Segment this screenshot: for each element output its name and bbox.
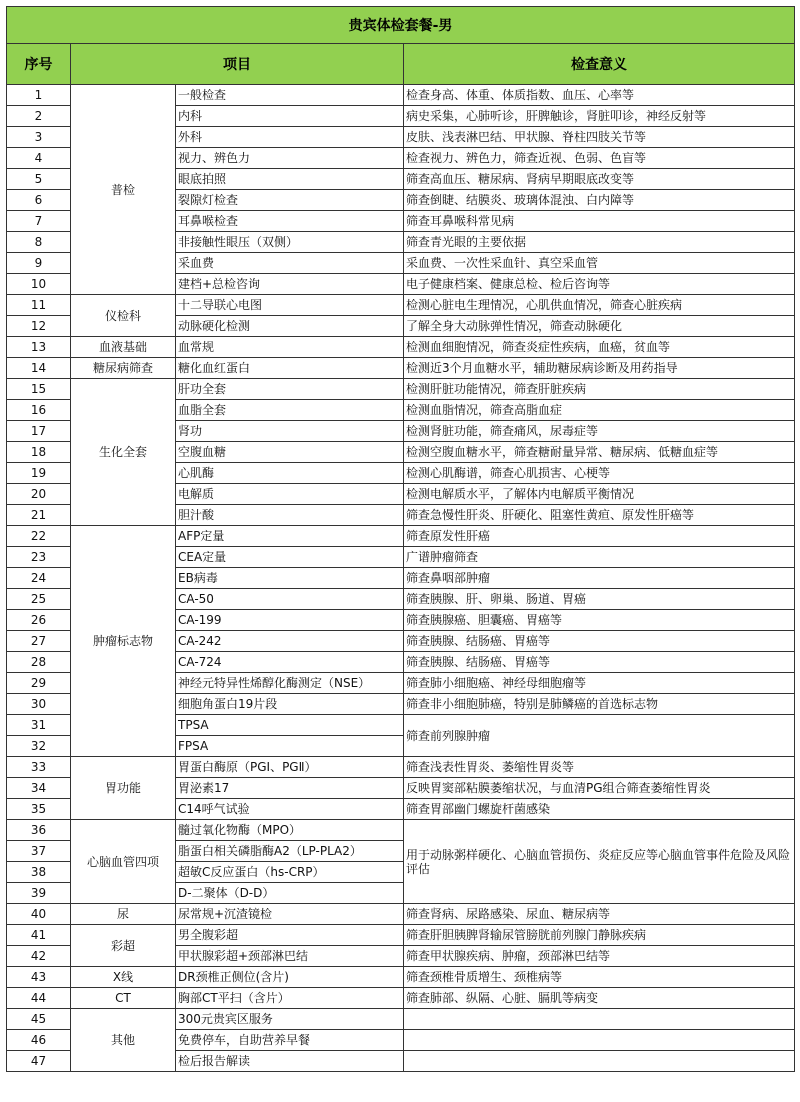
row-meaning: 检测血细胞情况，筛查炎症性疾病，血癌，贫血等 — [404, 337, 795, 358]
row-seq: 37 — [7, 841, 71, 862]
row-seq: 46 — [7, 1030, 71, 1051]
row-item: 糖化血红蛋白 — [176, 358, 404, 379]
row-meaning: 检测心脏电生理情况，心肌供血情况，筛查心脏疾病 — [404, 295, 795, 316]
row-item: 检后报告解读 — [176, 1051, 404, 1072]
row-meaning: 筛查胃部幽门螺旋杆菌感染 — [404, 799, 795, 820]
row-item: 血脂全套 — [176, 400, 404, 421]
row-meaning: 检测肾脏功能，筛查痛风，尿毒症等 — [404, 421, 795, 442]
row-item: 裂隙灯检查 — [176, 190, 404, 211]
row-item: CA-50 — [176, 589, 404, 610]
title-row — [7, 7, 795, 44]
row-meaning: 检查视力、辨色力，筛查近视、色弱、色盲等 — [404, 148, 795, 169]
table-row — [7, 757, 795, 778]
row-seq: 18 — [7, 442, 71, 463]
row-item: AFP定量 — [176, 526, 404, 547]
row-seq: 5 — [7, 169, 71, 190]
row-item: 胃蛋白酶原（PGⅠ、PGⅡ） — [176, 757, 404, 778]
row-item: 电解质 — [176, 484, 404, 505]
row-seq: 11 — [7, 295, 71, 316]
table-row — [7, 967, 795, 988]
row-seq: 8 — [7, 232, 71, 253]
table-row — [7, 337, 795, 358]
row-meaning: 筛查甲状腺疾病、肿瘤，颈部淋巴结等 — [404, 946, 795, 967]
row-category: 普检 — [71, 85, 176, 295]
row-item: TPSA — [176, 715, 404, 736]
row-item: 髓过氧化物酶（MPO） — [176, 820, 404, 841]
row-seq: 42 — [7, 946, 71, 967]
row-meaning: 筛查青光眼的主要依据 — [404, 232, 795, 253]
row-meaning: 检测电解质水平，了解体内电解质平衡情况 — [404, 484, 795, 505]
row-item: 尿常规+沉渣镜检 — [176, 904, 404, 925]
row-item: 内科 — [176, 106, 404, 127]
row-meaning: 筛查前列腺肿瘤 — [404, 715, 795, 757]
row-seq: 19 — [7, 463, 71, 484]
row-category: 仪检科 — [71, 295, 176, 337]
row-meaning: 检测血脂情况，筛查高脂血症 — [404, 400, 795, 421]
row-item: 脂蛋白相关磷脂酶A2（LP-PLA2） — [176, 841, 404, 862]
row-item: 300元贵宾区服务 — [176, 1009, 404, 1030]
table-row — [7, 295, 795, 316]
row-meaning: 筛查鼻咽部肿瘤 — [404, 568, 795, 589]
row-item: 甲状腺彩超+颈部淋巴结 — [176, 946, 404, 967]
table-body — [7, 85, 795, 1072]
table-row — [7, 1009, 795, 1030]
row-item: D-二聚体（D-D） — [176, 883, 404, 904]
row-meaning: 病史采集，心肺听诊，肝脾触诊，肾脏叩诊，神经反射等 — [404, 106, 795, 127]
row-seq: 2 — [7, 106, 71, 127]
row-item: 血常规 — [176, 337, 404, 358]
row-seq: 28 — [7, 652, 71, 673]
row-meaning: 用于动脉粥样硬化、心脑血管损伤、炎症反应等心脑血管事件危险及风险评估 — [404, 820, 795, 904]
row-meaning — [404, 1009, 795, 1030]
row-item: 十二导联心电图 — [176, 295, 404, 316]
row-meaning: 筛查肺小细胞癌、神经母细胞瘤等 — [404, 673, 795, 694]
row-item: DR颈椎正侧位(含片) — [176, 967, 404, 988]
row-meaning: 筛查原发性肝癌 — [404, 526, 795, 547]
row-item: 心肌酶 — [176, 463, 404, 484]
row-meaning: 检测空腹血糖水平，筛查糖耐量异常、糖尿病、低糖血症等 — [404, 442, 795, 463]
row-item: 采血费 — [176, 253, 404, 274]
row-item: 外科 — [176, 127, 404, 148]
row-meaning: 筛查肾病、尿路感染、尿血、糖尿病等 — [404, 904, 795, 925]
row-item: 一般检查 — [176, 85, 404, 106]
table-row — [7, 526, 795, 547]
table-row — [7, 988, 795, 1009]
row-seq: 15 — [7, 379, 71, 400]
table-row — [7, 820, 795, 841]
row-seq: 31 — [7, 715, 71, 736]
row-category: 血液基础 — [71, 337, 176, 358]
row-item: C14呼气试验 — [176, 799, 404, 820]
row-seq: 40 — [7, 904, 71, 925]
row-item: 免费停车，自助营养早餐 — [176, 1030, 404, 1051]
row-item: CA-242 — [176, 631, 404, 652]
row-seq: 32 — [7, 736, 71, 757]
row-category: 生化全套 — [71, 379, 176, 526]
row-seq: 4 — [7, 148, 71, 169]
table-row — [7, 358, 795, 379]
row-seq: 10 — [7, 274, 71, 295]
row-seq: 12 — [7, 316, 71, 337]
row-item: CA-724 — [176, 652, 404, 673]
row-meaning: 检测心肌酶谱，筛查心肌损害、心梗等 — [404, 463, 795, 484]
row-seq: 35 — [7, 799, 71, 820]
header-row — [7, 44, 795, 85]
row-category: 其他 — [71, 1009, 176, 1072]
row-item: 超敏C反应蛋白（hs-CRP） — [176, 862, 404, 883]
row-category: 糖尿病筛查 — [71, 358, 176, 379]
row-meaning: 筛查急慢性肝炎、肝硬化、阻塞性黄疸、原发性肝癌等 — [404, 505, 795, 526]
row-item: 肾功 — [176, 421, 404, 442]
row-category: X线 — [71, 967, 176, 988]
row-seq: 21 — [7, 505, 71, 526]
row-seq: 43 — [7, 967, 71, 988]
row-meaning: 筛查胰腺、结肠癌、胃癌等 — [404, 631, 795, 652]
row-item: 眼底拍照 — [176, 169, 404, 190]
row-seq: 17 — [7, 421, 71, 442]
row-item: 胃泌素17 — [176, 778, 404, 799]
row-meaning: 筛查胰腺癌、胆囊癌、胃癌等 — [404, 610, 795, 631]
row-item: 非接触性眼压（双侧） — [176, 232, 404, 253]
row-seq: 27 — [7, 631, 71, 652]
row-seq: 45 — [7, 1009, 71, 1030]
row-seq: 34 — [7, 778, 71, 799]
row-category: 心脑血管四项 — [71, 820, 176, 904]
row-meaning: 检测肝脏功能情况，筛查肝脏疾病 — [404, 379, 795, 400]
checkup-package-table — [6, 6, 794, 1072]
row-meaning: 筛查耳鼻喉科常见病 — [404, 211, 795, 232]
row-meaning — [404, 1030, 795, 1051]
row-item: 胸部CT平扫（含片） — [176, 988, 404, 1009]
row-seq: 41 — [7, 925, 71, 946]
row-seq: 47 — [7, 1051, 71, 1072]
row-item: 肝功全套 — [176, 379, 404, 400]
row-category: 胃功能 — [71, 757, 176, 820]
table-row — [7, 904, 795, 925]
row-item: 神经元特异性烯醇化酶测定（NSE） — [176, 673, 404, 694]
row-seq: 29 — [7, 673, 71, 694]
row-seq: 25 — [7, 589, 71, 610]
row-meaning: 筛查肝胆胰脾肾输尿管膀胱前列腺门静脉疾病 — [404, 925, 795, 946]
row-category: 尿 — [71, 904, 176, 925]
row-category: CT — [71, 988, 176, 1009]
row-item: 视力、辨色力 — [176, 148, 404, 169]
row-seq: 13 — [7, 337, 71, 358]
row-seq: 24 — [7, 568, 71, 589]
table-row — [7, 379, 795, 400]
row-seq: 16 — [7, 400, 71, 421]
row-seq: 26 — [7, 610, 71, 631]
row-meaning: 筛查肺部、纵隔、心脏、膈肌等病变 — [404, 988, 795, 1009]
row-meaning: 筛查非小细胞肺癌，特别是肺鳞癌的首选标志物 — [404, 694, 795, 715]
row-seq: 22 — [7, 526, 71, 547]
row-meaning: 皮肤、浅表淋巴结、甲状腺、脊柱四肢关节等 — [404, 127, 795, 148]
row-seq: 9 — [7, 253, 71, 274]
row-meaning: 筛查倒睫、结膜炎、玻璃体混浊、白内障等 — [404, 190, 795, 211]
row-meaning: 筛查胰腺、结肠癌、胃癌等 — [404, 652, 795, 673]
row-meaning: 采血费、一次性采血针、真空采血管 — [404, 253, 795, 274]
row-meaning: 筛查胰腺、肝、卵巢、肠道、胃癌 — [404, 589, 795, 610]
row-seq: 7 — [7, 211, 71, 232]
row-meaning: 广谱肿瘤筛查 — [404, 547, 795, 568]
row-meaning: 筛查高血压、糖尿病、肾病早期眼底改变等 — [404, 169, 795, 190]
row-meaning: 筛查颈椎骨质增生、颈椎病等 — [404, 967, 795, 988]
row-seq: 20 — [7, 484, 71, 505]
row-seq: 36 — [7, 820, 71, 841]
row-category: 肿瘤标志物 — [71, 526, 176, 757]
row-meaning: 反映胃窦部粘膜萎缩状况，与血清PG组合筛查萎缩性胃炎 — [404, 778, 795, 799]
table-title: 贵宾体检套餐-男 — [7, 7, 795, 44]
row-item: 细胞角蛋白19片段 — [176, 694, 404, 715]
row-item: CEA定量 — [176, 547, 404, 568]
row-meaning — [404, 1051, 795, 1072]
row-item: 空腹血糖 — [176, 442, 404, 463]
row-meaning: 电子健康档案、健康总检、检后咨询等 — [404, 274, 795, 295]
row-meaning: 检查身高、体重、体质指数、血压、心率等 — [404, 85, 795, 106]
row-item: EB病毒 — [176, 568, 404, 589]
row-category: 彩超 — [71, 925, 176, 967]
table-row — [7, 925, 795, 946]
row-seq: 30 — [7, 694, 71, 715]
table-row — [7, 85, 795, 106]
row-seq: 3 — [7, 127, 71, 148]
row-item: CA-199 — [176, 610, 404, 631]
row-meaning: 筛查浅表性胃炎、萎缩性胃炎等 — [404, 757, 795, 778]
row-seq: 1 — [7, 85, 71, 106]
header-seq: 序号 — [7, 44, 71, 85]
row-seq: 6 — [7, 190, 71, 211]
row-seq: 44 — [7, 988, 71, 1009]
row-seq: 23 — [7, 547, 71, 568]
row-seq: 33 — [7, 757, 71, 778]
row-item: 建档+总检咨询 — [176, 274, 404, 295]
row-item: FPSA — [176, 736, 404, 757]
row-seq: 39 — [7, 883, 71, 904]
row-item: 胆汁酸 — [176, 505, 404, 526]
row-meaning: 了解全身大动脉弹性情况，筛查动脉硬化 — [404, 316, 795, 337]
header-meaning: 检查意义 — [404, 44, 795, 85]
row-item: 动脉硬化检测 — [176, 316, 404, 337]
row-seq: 38 — [7, 862, 71, 883]
row-item: 男全腹彩超 — [176, 925, 404, 946]
row-seq: 14 — [7, 358, 71, 379]
row-meaning: 检测近3个月血糖水平，辅助糖尿病诊断及用药指导 — [404, 358, 795, 379]
row-item: 耳鼻喉检查 — [176, 211, 404, 232]
header-item: 项目 — [71, 44, 404, 85]
